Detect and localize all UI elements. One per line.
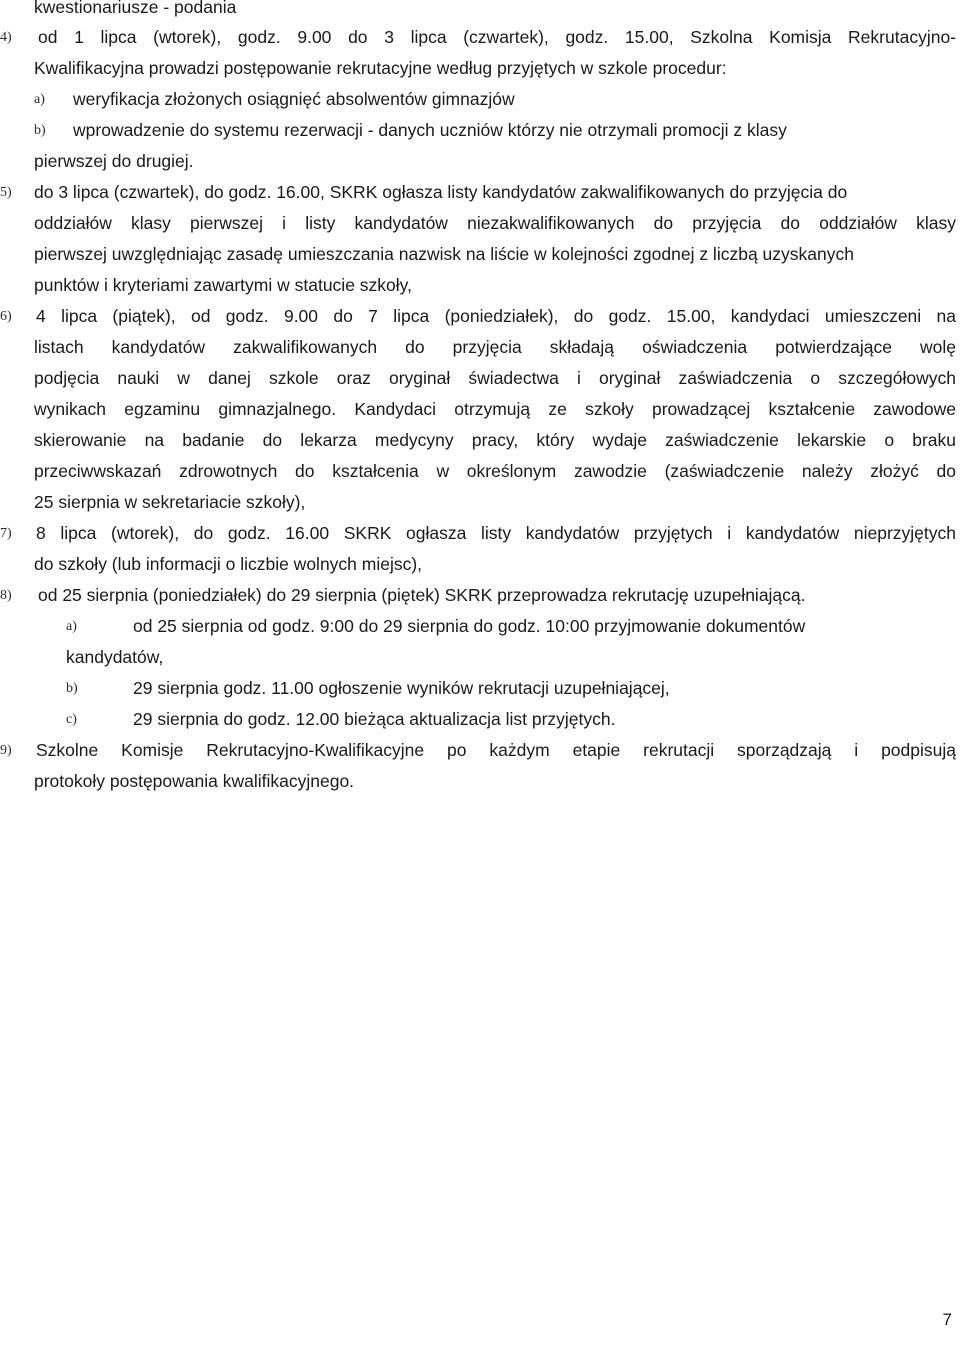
- text-line: weryfikacja złożonych osiągnięć absolwentów gimnazjów: [73, 89, 515, 109]
- text-line: punktów i kryteriami zawartymi w statucie szkoły,: [34, 275, 412, 295]
- text-line: Kwalifikacyjna prowadzi postępowanie rekrutacyjne według przyjętych w szkole procedur:: [34, 58, 727, 78]
- text-line: do 3 lipca (czwartek), do godz. 16.00, SKRK ogłasza listy kandydatów zakwalifikowanych do przyjęcia do: [34, 182, 848, 202]
- list-marker-8: 8): [0, 588, 12, 603]
- text-line: wprowadzenie do systemu rezerwacji - danych uczniów którzy nie otrzymali promocji z klasy: [73, 120, 787, 140]
- text-line: pierwszej do drugiej.: [34, 151, 194, 171]
- text-line: 4 lipca (piątek), od godz. 9.00 do 7 lipca (poniedziałek), do godz. 15.00, kandydaci umieszczeni na: [36, 306, 956, 326]
- text-line: od 25 sierpnia (poniedziałek) do 29 sierpnia (piętek) SKRK przeprowadza rekrutację uzupełniającą.: [38, 585, 806, 605]
- text-line: kwestionariusze - podania: [34, 0, 237, 17]
- list-marker-b: b): [34, 123, 46, 138]
- text-line: Szkolne Komisje Rekrutacyjno-Kwalifikacyjne po każdym etapie rekrutacji sporządzają i podpisują: [36, 740, 956, 760]
- text-line: podjęcia nauki w danej szkole oraz oryginał świadectwa i oryginał zaświadczenia o szczegółowych: [34, 368, 956, 388]
- list-marker-7: 7): [0, 526, 12, 541]
- text-line: pierwszej uwzględniając zasadę umieszczania nazwisk na liście w kolejności zgodnej z liczbą uzyskanych: [34, 244, 854, 264]
- list-marker-4: 4): [0, 30, 12, 45]
- text-line: od 1 lipca (wtorek), godz. 9.00 do 3 lipca (czwartek), godz. 15.00, Szkolna Komisja Rekrutacyjno-: [38, 27, 956, 47]
- text-line: kandydatów,: [66, 647, 164, 667]
- text-line: przeciwwskazań zdrowotnych do kształcenia w określonym zawodzie (zaświadczenie należy złożyć do: [34, 461, 956, 481]
- text-line: wynikach egzaminu gimnazjalnego. Kandydaci otrzymują ze szkoły prowadzącej kształcenie zawodowe: [34, 399, 956, 419]
- text-line: skierowanie na badanie do lekarza medycyny pracy, który wydaje zaświadczenie lekarskie o braku: [34, 430, 956, 450]
- text-line: 8 lipca (wtorek), do godz. 16.00 SKRK ogłasza listy kandydatów przyjętych i kandydatów nieprzyjętych: [36, 523, 956, 543]
- list-marker-9: 9): [0, 743, 12, 758]
- text-line: 29 sierpnia do godz. 12.00 bieżąca aktualizacja list przyjętych.: [133, 709, 616, 729]
- text-line: 29 sierpnia godz. 11.00 ogłoszenie wyników rekrutacji uzupełniającej,: [133, 678, 670, 698]
- text-line: oddziałów klasy pierwszej i listy kandydatów niezakwalifikowanych do przyjęcia do oddziałów klasy: [34, 213, 956, 233]
- list-marker-8b: b): [66, 681, 78, 696]
- text-line: protokoły postępowania kwalifikacyjnego.: [34, 771, 355, 791]
- page-number: 7: [942, 1310, 952, 1329]
- text-line: listach kandydatów zakwalifikowanych do przyjęcia składają oświadczenia potwierdzające wolę: [34, 337, 956, 357]
- text-line: do szkoły (lub informacji o liczbie wolnych miejsc),: [34, 554, 423, 574]
- list-marker-8a: a): [66, 619, 77, 634]
- list-marker-a: a): [34, 92, 45, 107]
- list-marker-8c: c): [66, 712, 77, 727]
- text-line: od 25 sierpnia od godz. 9:00 do 29 sierpnia do godz. 10:00 przyjmowanie dokumentów: [133, 616, 806, 636]
- list-marker-5: 5): [0, 185, 12, 200]
- list-marker-6: 6): [0, 309, 12, 324]
- text-line: 25 sierpnia w sekretariacie szkoły),: [34, 492, 306, 512]
